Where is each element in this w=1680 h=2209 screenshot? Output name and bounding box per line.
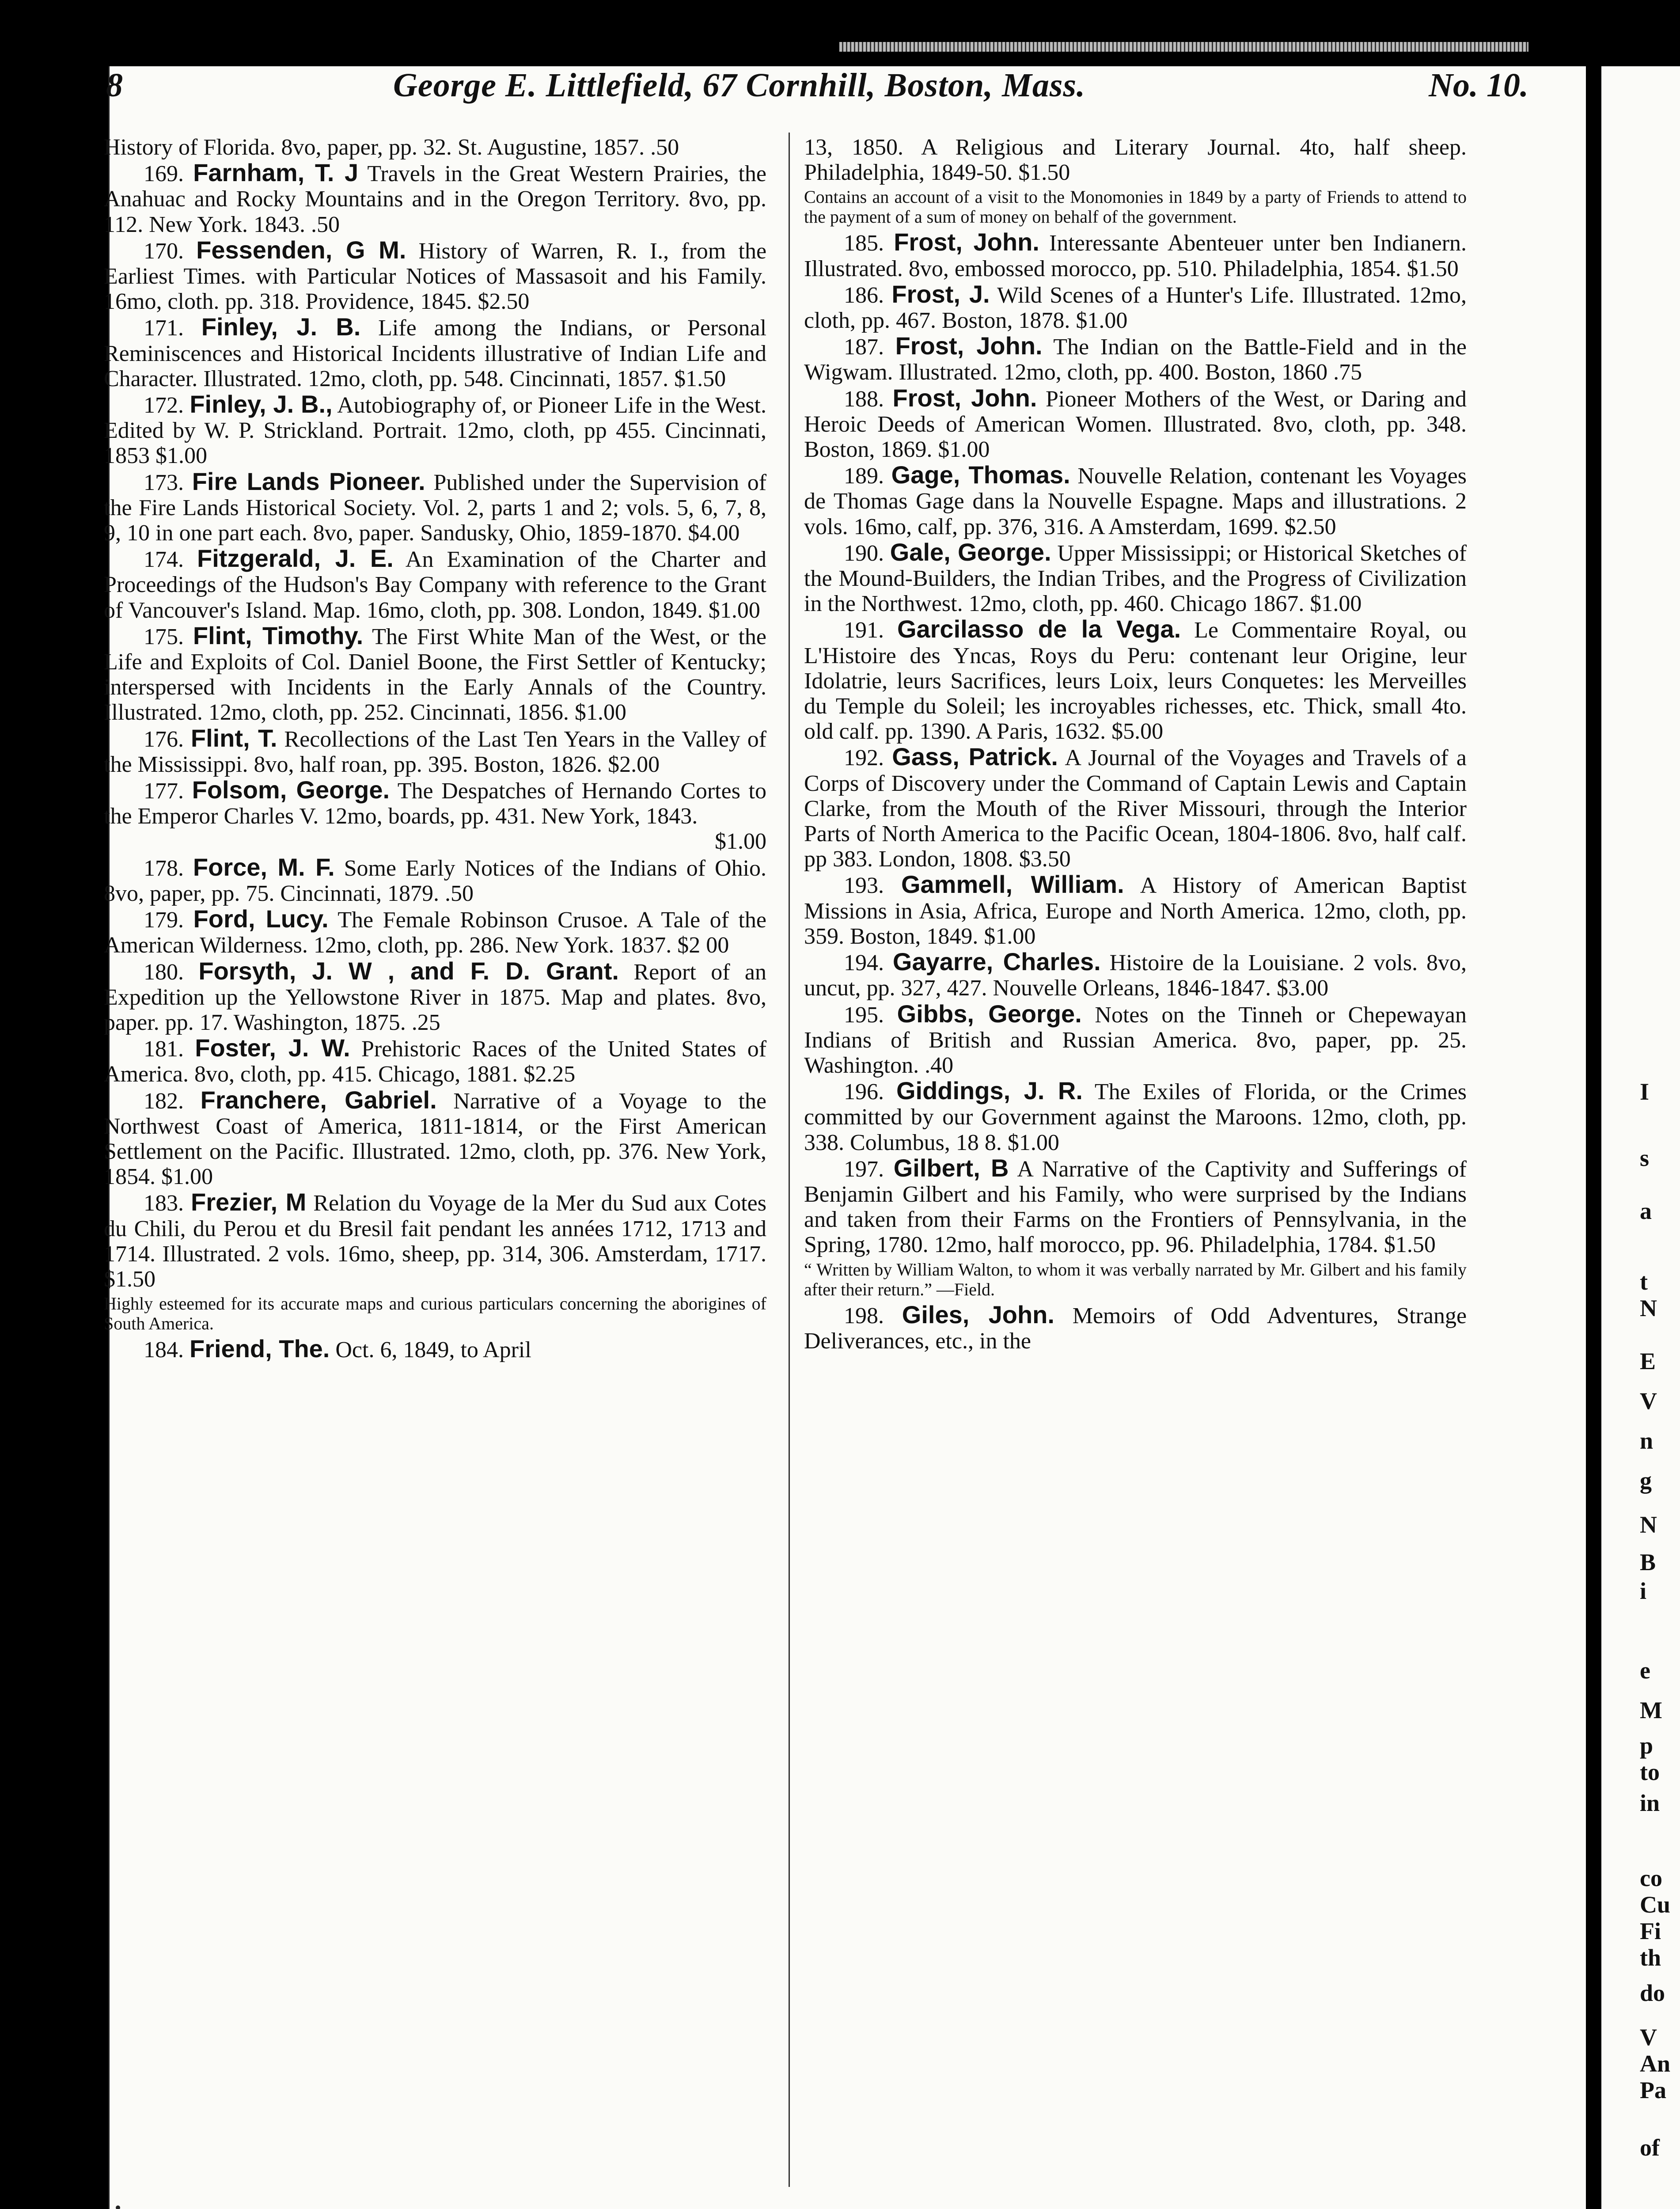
entry-author: Gayarre, Charles. — [892, 948, 1101, 976]
entry-number: 182. — [144, 1088, 184, 1114]
catalogue-entry — [104, 135, 766, 160]
entry-description: Autobiography of, or Pioneer Life in the West. Edited by W. P. Strickland. Portrait. 12mo, cloth, pp 455. Cincinnati, 1853 $1.00 — [104, 393, 766, 469]
entry-author: Gass, Patrick. — [892, 743, 1058, 771]
catalogue-entry — [104, 1087, 766, 1190]
entry-description: Histoire de la Louisiane. 2 vols. 8vo, uncut, pp. 327, 427. Nouvelle Orleans, 1846-1847. $3.00 — [804, 950, 1467, 1001]
adjacent-page-fragment: N — [1640, 1295, 1657, 1321]
entry-number: 176. — [144, 726, 184, 752]
entry-description: An Examination of the Charter and Proceedings of the Hudson's Bay Company with reference to the Grant of Vancouver's Island. Map. 16mo, cloth, pp. 308. London, 1849. $1.00 — [104, 547, 767, 623]
entry-author: Fire Lands Pioneer. — [192, 467, 425, 495]
entry-number: 180. — [144, 959, 184, 985]
left-column — [104, 135, 766, 1363]
catalogue-note: “ Written by William Walton, to whom it was verbally narrated by Mr. Gilbert and his family after their return.” —Field. — [804, 1259, 1467, 1299]
entry-number: 181. — [144, 1036, 184, 1062]
catalogue-note: Contains an account of a visit to the Monomonies in 1849 by a party of Friends to attend to the payment of a sum of money on behalf of the government. — [804, 187, 1467, 227]
adjacent-page-fragment: e — [1640, 1657, 1650, 1684]
catalogue-entry — [104, 160, 766, 237]
adjacent-page-fragment: Pa — [1640, 2077, 1666, 2103]
entry-description: Upper Mississippi; or Historical Sketches of the Mound-Builders, the Indian Tribes, and the Progress of Civilization in the Northwest. 12mo, cloth, pp. 460. Chicago 1867. $1.00 — [804, 540, 1467, 617]
entry-author: Garcilasso de la Vega. — [897, 615, 1181, 643]
catalogue-entry — [804, 1302, 1467, 1354]
publisher-line: George E. Littlefield, 67 Cornhill, Boston, Mass. — [393, 67, 1086, 104]
entry-description: 13, 1850. A Religious and Literary Journal. 4to, half sheep. Philadelphia, 1849-50. $1.50 — [804, 135, 1467, 186]
catalogue-entry — [804, 949, 1467, 1001]
adjacent-page-fragment: V — [1640, 1388, 1657, 1414]
adjacent-page-fragment: of — [1640, 2134, 1660, 2161]
entry-author: Flint, T. — [190, 724, 277, 752]
adjacent-page-fragment: Fi — [1640, 1918, 1661, 1944]
catalogue-note: Highly esteemed for its accurate maps and curious particulars concerning the aborigines of South America. — [104, 1294, 766, 1334]
entry-number: 184. — [144, 1337, 184, 1363]
entry-number: 196. — [844, 1079, 884, 1105]
catalogue-entry — [804, 281, 1467, 333]
entry-description: The Despatches of Hernando Cortes to the Emperor Charles V. 12mo, boards, pp. 431. New York, 1843. — [104, 778, 766, 829]
entry-number: 197. — [844, 1156, 884, 1182]
catalogue-entry — [804, 229, 1467, 281]
entry-number: 198. — [844, 1303, 884, 1328]
entry-author: Fessenden, G M. — [196, 235, 406, 264]
entry-author: Fitzgerald, J. E. — [197, 544, 394, 573]
entry-description: History of Warren, R. I., from the Earliest Times. with Particular Notices of Massasoit and his Family. 16mo, cloth. pp. 318. Providence, 1845. $2.50 — [104, 238, 767, 315]
adjacent-page-fragment: in — [1640, 1790, 1660, 1816]
entry-author: Frost, John. — [895, 332, 1043, 360]
adjacent-page-fragment: t — [1640, 1268, 1648, 1295]
entry-description: Prehistoric Races of the United States of America. 8vo, cloth, pp. 415. Chicago, 1881. $2.25 — [104, 1036, 767, 1087]
entry-number: 183. — [144, 1191, 184, 1216]
catalogue-entry — [104, 469, 766, 546]
entry-author: Finley, J. B., — [190, 390, 333, 418]
entry-author: Finley, J. B. — [201, 313, 361, 341]
entry-description: The First White Man of the West, or the Life and Exploits of Col. Daniel Boone, the First Settler of Kentucky; interspersed with Incidents in the Early Annals of the Country. Illustrated. 12mo, cloth, pp. 252. Cincinnati, 1856. $1.00 — [104, 624, 767, 725]
entry-description: Narrative of a Voyage to the Northwest Coast of America, 1811-1814, or the First American Settlement on the Pacific. Illustrated. 12mo, cloth, pp. 376. New York, 1854. $1.00 — [104, 1088, 767, 1190]
catalogue-entry — [104, 391, 766, 469]
entry-description: Memoirs of Odd Adventures, Strange Deliverances, etc., in the — [804, 1303, 1467, 1354]
adjacent-page-fragment: V — [1640, 2024, 1657, 2050]
entry-number: 187. — [844, 334, 884, 360]
entry-number: 188. — [844, 386, 884, 412]
catalogue-entry — [804, 333, 1467, 385]
entry-price: $1.00 — [715, 829, 766, 854]
entry-description: The Indian on the Battle-Field and in the Wigwam. Illustrated. 12mo, cloth, pp. 400. Boston, 1860 .75 — [804, 334, 1467, 385]
adjacent-page-fragment: do — [1640, 1980, 1665, 2006]
page-mark-dot — [116, 2205, 120, 2209]
adjacent-page-fragment: Cu — [1640, 1891, 1671, 1918]
catalogue-entry — [104, 546, 766, 623]
catalogue-entry — [104, 1336, 766, 1363]
entry-description: Oct. 6, 1849, to April — [335, 1337, 531, 1363]
entry-author: Foster, J. W. — [195, 1034, 350, 1062]
catalogue-entry — [104, 314, 766, 391]
entry-description: Some Early Notices of the Indians of Ohio. 8vo, paper, pp. 75. Cincinnati, 1879. .50 — [104, 855, 767, 906]
adjacent-page-fragment: s — [1640, 1145, 1650, 1171]
catalogue-entry — [804, 872, 1467, 949]
entry-description: The Exiles of Florida, or the Crimes committed by our Government against the Maroons. 12mo, cloth, pp. 338. Columbus, 18 8. $1.00 — [804, 1079, 1467, 1155]
entry-description: Notes on the Tinneh or Chepewayan Indians of British and Russian America. 8vo, paper, pp. 25. Washington. .40 — [804, 1002, 1467, 1078]
catalogue-entry — [104, 854, 766, 906]
entry-number: 175. — [144, 624, 184, 649]
entry-number: 170. — [144, 238, 184, 264]
entry-number: 195. — [844, 1002, 884, 1028]
entry-author: Gibbs, George. — [897, 999, 1082, 1028]
adjacent-page-fragment: M — [1640, 1697, 1662, 1723]
entry-number: 194. — [844, 950, 884, 976]
entry-author: Gilbert, B — [893, 1154, 1009, 1182]
adjacent-page-fragment: n — [1640, 1427, 1653, 1454]
catalogue-entry — [804, 1001, 1467, 1078]
column-divider — [789, 133, 790, 2187]
adjacent-page-fragment: a — [1640, 1198, 1652, 1224]
entry-description: Published under the Supervision of the Fire Lands Historical Society. Vol. 2, parts 1 and 2; vols. 5, 6, 7, 8, 9, 10 in one part each. 8vo, paper. Sandusky, Ohio, 1859-1870. $4.00 — [104, 470, 767, 546]
entry-author: Giddings, J. R. — [896, 1077, 1083, 1105]
entry-number: 177. — [144, 778, 184, 804]
entry-description: Wild Scenes of a Hunter's Life. Illustrated. 12mo, cloth, pp. 467. Boston, 1878. $1.00 — [804, 282, 1467, 334]
adjacent-page-fragment: An — [1640, 2050, 1671, 2077]
entry-number: 173. — [144, 470, 184, 495]
catalogue-entry — [804, 1078, 1467, 1155]
entry-description: Nouvelle Relation, contenant les Voyages de Thomas Gage dans la Nouvelle Espagne. Maps and illustrations. 2 vols. 16mo, calf, pp. 376, 316. A Amsterdam, 1699. $2.50 — [804, 463, 1467, 539]
entry-description: Relation du Voyage de la Mer du Sud aux Cotes du Chili, du Perou et du Bresil fait pendant les années 1712, 1713 and 1714. Illustrated. 2 vols. 16mo, sheep, pp. 314, 306. Amsterdam, 1717. $1.50 — [104, 1191, 766, 1292]
entry-number: 191. — [844, 618, 884, 643]
entry-number: 185. — [844, 231, 884, 256]
entry-description: Travels in the Great Western Prairies, the Anahuac and Rocky Mountains and in the Oregon Territory. 8vo, pp. 112. New York. 1843. .50 — [104, 161, 767, 237]
running-header — [106, 66, 1528, 119]
entry-number: 174. — [144, 547, 184, 573]
entry-number: 189. — [844, 463, 884, 489]
entry-number: 179. — [144, 907, 184, 933]
catalogue-entry — [104, 958, 766, 1036]
entry-description: A History of American Baptist Missions in Asia, Africa, Europe and North America. 12mo, cloth, pp. 359. Boston, 1849. $1.00 — [804, 873, 1467, 949]
adjacent-page-fragment: N — [1640, 1511, 1657, 1538]
adjacent-page-fragment: to — [1640, 1759, 1660, 1785]
adjacent-page-fragment: th — [1640, 1944, 1661, 1971]
entry-description: Le Commentaire Royal, ou L'Histoire des Yncas, Roys du Peru: contenant leur Origine, leur Idolatrie, leurs Sacrifices, leurs Loix, leurs Conquetes: les Merveilles du Temple du Soleil; les incroyables richesses, etc. Thick, small 4to. old calf. pp. 1390. A Paris, 1632. $5.00 — [804, 618, 1467, 744]
entry-author: Folsom, George. — [192, 776, 390, 804]
catalogue-entry — [104, 237, 766, 315]
entry-author: Giles, John. — [902, 1300, 1054, 1328]
catalogue-entry — [804, 135, 1467, 185]
entry-number: 178. — [144, 855, 184, 881]
entry-description: A Narrative of the Captivity and Sufferings of Benjamin Gilbert and his Family, who were surprised by the Indians and taken from their Farms on the Frontiers of Pennsylvania, in the Spring, 1780. 12mo, half morocco, pp. 96. Philadelphia, 1784. $1.50 — [804, 1156, 1467, 1258]
entry-author: Gammell, William. — [901, 870, 1124, 899]
catalogue-entry — [804, 462, 1467, 539]
entry-author: Force, M. F. — [193, 853, 335, 881]
entry-description: Interessante Abenteuer unter ben Indianern. Illustrated. 8vo, embossed morocco, pp. 510. Philadelphia, 1854. $1.50 — [804, 231, 1467, 281]
catalogue-entry — [804, 539, 1467, 617]
entry-author: Franchere, Gabriel. — [200, 1086, 437, 1114]
entry-number: 193. — [844, 873, 884, 899]
entry-number: 192. — [844, 745, 884, 771]
entry-number: 186. — [844, 282, 884, 308]
entry-description: History of Florida. 8vo, paper, pp. 32. St. Augustine, 1857. .50 — [104, 135, 679, 160]
entry-author: Gale, George. — [890, 538, 1051, 566]
catalogue-entry — [804, 385, 1467, 463]
entry-author: Frost, John. — [894, 228, 1039, 256]
adjacent-page-fragment: I — [1640, 1078, 1650, 1105]
entry-description: The Female Robinson Crusoe. A Tale of the American Wilderness. 12mo, cloth, pp. 286. New York. 1837. $2 00 — [104, 907, 767, 958]
entry-number: 190. — [844, 540, 884, 566]
catalogue-number: No. 10. — [1429, 67, 1528, 104]
entry-description: Life among the Indians, or Personal Reminiscences and Historical Incidents illustrative of Indian Life and Character. Illustrated. 12mo, cloth, pp. 548. Cincinnati, 1857. $1.50 — [104, 315, 767, 391]
catalogue-entry — [104, 1189, 766, 1292]
entry-author: Frezier, M — [190, 1188, 307, 1216]
entry-description: Pioneer Mothers of the West, or Daring and Heroic Deeds of American Women. Illustrated. 8vo, cloth, pp. 348. Boston, 1869. $1.00 — [804, 386, 1467, 463]
adjacent-page-fragment: co — [1640, 1865, 1662, 1891]
catalogue-entry — [104, 623, 766, 725]
catalogue-entry — [104, 1035, 766, 1087]
entry-author: Frost, John. — [892, 383, 1037, 412]
entry-description: A Journal of the Voyages and Travels of a Corps of Discovery under the Command of Captain Lewis and Captain Clarke, from the Mouth of the River Missouri, through the Interior Parts of North America to the Pacific Ocean, 1804-1806. 8vo, half calf. pp 383. London, 1808. $3.50 — [804, 745, 1467, 872]
entry-author: Friend, The. — [190, 1335, 330, 1363]
entry-author: Flint, Timothy. — [193, 621, 364, 649]
adjacent-page-fragment: B — [1640, 1549, 1656, 1575]
entry-description: Recollections of the Last Ten Years in the Valley of the Mississippi. 8vo, half roan, pp. 395. Boston, 1826. $2.00 — [104, 726, 767, 777]
entry-number: 171. — [144, 315, 184, 341]
catalogue-entry — [804, 616, 1467, 744]
scan-edge-top — [839, 42, 1528, 52]
adjacent-page-fragment: g — [1640, 1467, 1652, 1494]
entry-author: Forsyth, J. W , and F. D. Grant. — [198, 956, 619, 985]
page-number: 8 — [106, 67, 123, 104]
adjacent-page-fragment: p — [1640, 1732, 1653, 1759]
entry-description: Report of an Expedition up the Yellowstone River in 1875. Map and plates. 8vo, paper. pp. 17. Washington, 1875. .25 — [104, 959, 766, 1035]
entry-author: Frost, J. — [891, 280, 990, 308]
catalogue-entry — [104, 777, 766, 854]
entry-author: Farnham, T. J — [193, 159, 359, 187]
entry-number: 172. — [144, 393, 184, 418]
catalogue-entry — [104, 906, 766, 958]
adjacent-page-fragment: E — [1640, 1348, 1656, 1374]
right-column — [804, 135, 1467, 1354]
catalogue-entry — [804, 744, 1467, 872]
entry-number: 169. — [144, 161, 184, 187]
entry-author: Gage, Thomas. — [891, 461, 1070, 489]
entry-author: Ford, Lucy. — [193, 905, 329, 933]
catalogue-entry — [804, 1155, 1467, 1258]
adjacent-page-fragment: i — [1640, 1578, 1647, 1604]
catalogue-entry — [104, 725, 766, 777]
